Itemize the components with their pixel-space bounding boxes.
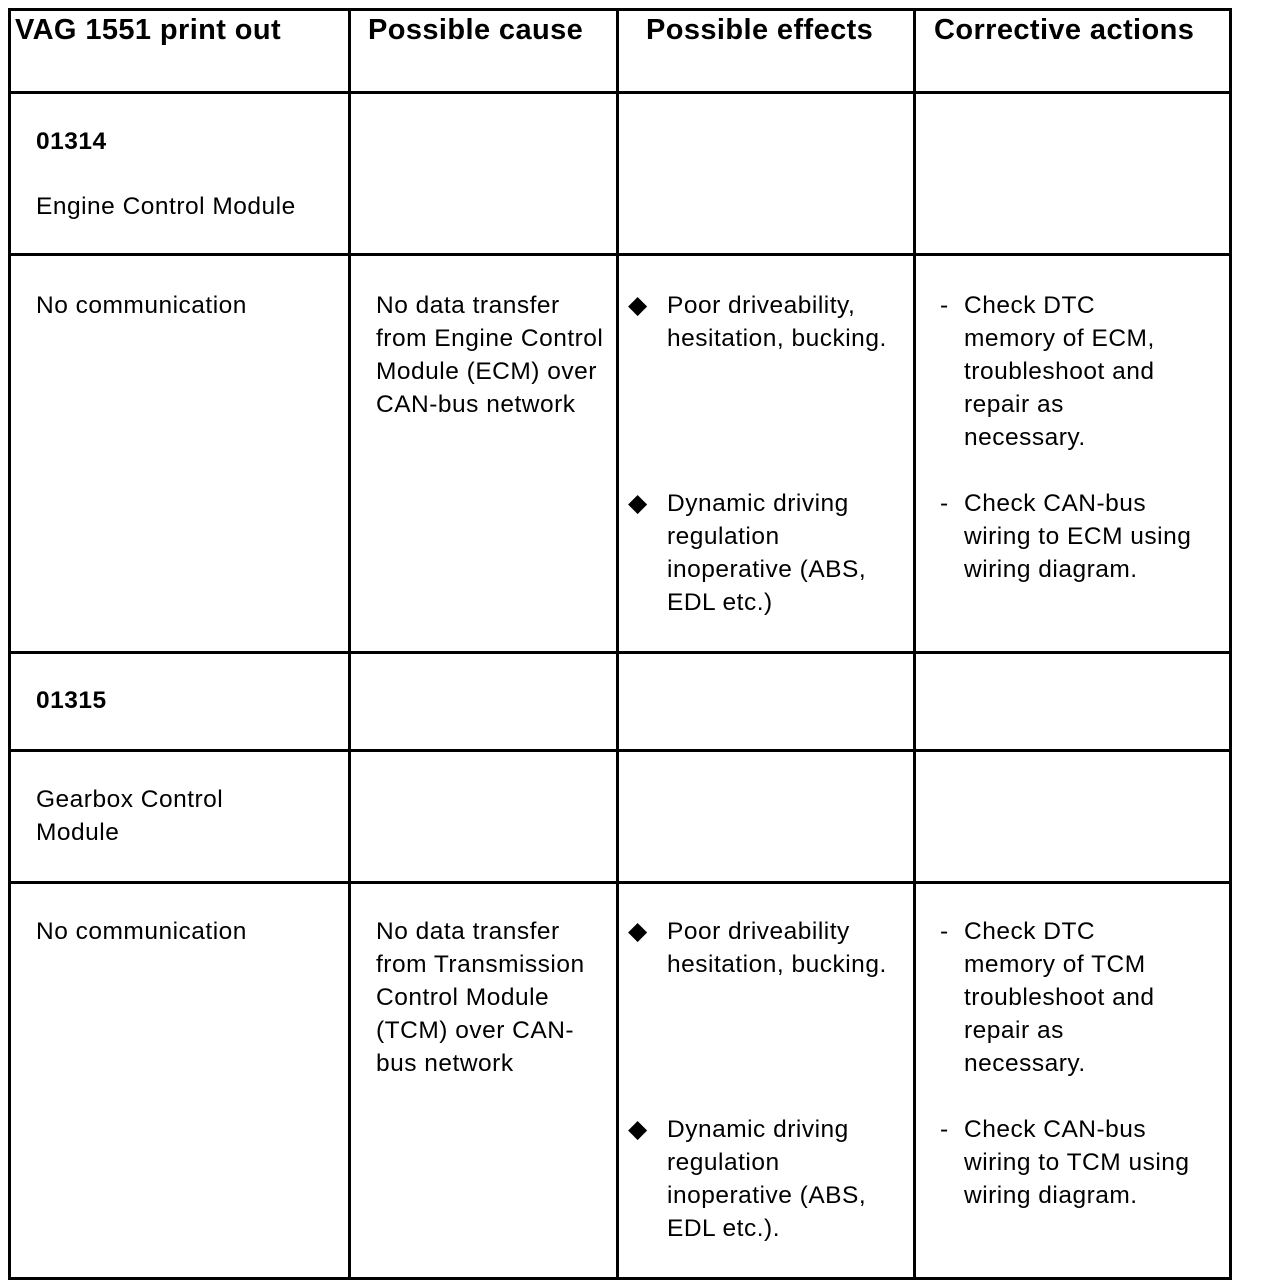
row-divider (8, 749, 1232, 752)
cause-line: No data transfer (376, 292, 560, 319)
table-border-top (8, 8, 1232, 11)
action-item (964, 915, 1155, 1080)
effect-line: inoperative (ABS, (667, 556, 867, 583)
cause-line: from Engine Control (376, 325, 604, 352)
cause-line: Module (ECM) over (376, 358, 597, 385)
cause-line: CAN-bus network (376, 391, 576, 418)
cause-line: from Transmission (376, 951, 585, 978)
header-cause: Possible cause (368, 14, 584, 46)
header-effects: Possible effects (646, 14, 874, 46)
dtc-code: 01315 (36, 687, 107, 714)
diamond-bullet-icon: ◆ (628, 291, 648, 319)
action-line: repair as (964, 391, 1064, 418)
action-line: wiring diagram. (964, 1182, 1138, 1209)
printout-text: No communication (36, 292, 247, 319)
action-line: troubleshoot and (964, 984, 1155, 1011)
cause-line: (TCM) over CAN- (376, 1017, 575, 1044)
dash-bullet-icon: - (940, 1116, 949, 1143)
effect-line: regulation (667, 1149, 780, 1176)
action-line: memory of ECM, (964, 325, 1155, 352)
cause-line: No data transfer (376, 918, 560, 945)
effect-line: Dynamic driving (667, 490, 849, 517)
action-item (964, 487, 1191, 586)
action-line: troubleshoot and (964, 358, 1155, 385)
dash-bullet-icon: - (940, 918, 949, 945)
cause-line: Control Module (376, 984, 550, 1011)
table-border-bottom (8, 1277, 1232, 1280)
column-divider (616, 8, 619, 1280)
table-border-right (1229, 8, 1232, 1280)
dtc-table (8, 8, 1232, 1280)
effect-line: Poor driveability (667, 918, 850, 945)
dash-bullet-icon: - (940, 292, 949, 319)
effect-line: Dynamic driving (667, 1116, 849, 1143)
action-line: memory of TCM (964, 951, 1146, 978)
effect-line: Poor driveability, (667, 292, 856, 319)
effect-item (667, 1113, 866, 1245)
diamond-bullet-icon: ◆ (628, 489, 648, 517)
header-divider (8, 91, 1232, 94)
effect-line: EDL etc.) (667, 589, 773, 616)
effect-item (667, 915, 887, 981)
module-name (36, 783, 223, 849)
diamond-bullet-icon: ◆ (628, 917, 648, 945)
action-line: wiring to TCM using (964, 1149, 1190, 1176)
action-line: wiring diagram. (964, 556, 1138, 583)
header-actions: Corrective actions (934, 14, 1195, 46)
dtc-code: 01314 (36, 128, 107, 155)
effect-line: regulation (667, 523, 780, 550)
possible-cause (376, 915, 585, 1080)
cause-line: bus network (376, 1050, 514, 1077)
effect-line: inoperative (ABS, (667, 1182, 867, 1209)
module-line: Module (36, 819, 120, 846)
effect-line: EDL etc.). (667, 1215, 781, 1242)
row-divider (8, 881, 1232, 884)
action-line: necessary. (964, 424, 1086, 451)
action-line: Check DTC (964, 292, 1096, 319)
module-line: Gearbox Control (36, 786, 224, 813)
action-line: Check CAN-bus (964, 1116, 1147, 1143)
action-line: Check CAN-bus (964, 490, 1147, 517)
column-divider (348, 8, 351, 1280)
row-divider (8, 651, 1232, 654)
effect-item (667, 487, 866, 619)
action-item (964, 289, 1155, 454)
action-item (964, 1113, 1190, 1212)
row-divider (8, 253, 1232, 256)
table-border-left (8, 8, 11, 1280)
diamond-bullet-icon: ◆ (628, 1115, 648, 1143)
effect-item (667, 289, 887, 355)
dash-bullet-icon: - (940, 490, 949, 517)
action-line: necessary. (964, 1050, 1086, 1077)
header-printout: VAG 1551 print out (15, 14, 282, 46)
effect-line: hesitation, bucking. (667, 325, 887, 352)
printout-text: No communication (36, 918, 247, 945)
action-line: repair as (964, 1017, 1064, 1044)
effect-line: hesitation, bucking. (667, 951, 887, 978)
action-line: wiring to ECM using (964, 523, 1192, 550)
action-line: Check DTC (964, 918, 1096, 945)
module-name: Engine Control Module (36, 193, 296, 220)
column-divider (913, 8, 916, 1280)
possible-cause (376, 289, 603, 421)
